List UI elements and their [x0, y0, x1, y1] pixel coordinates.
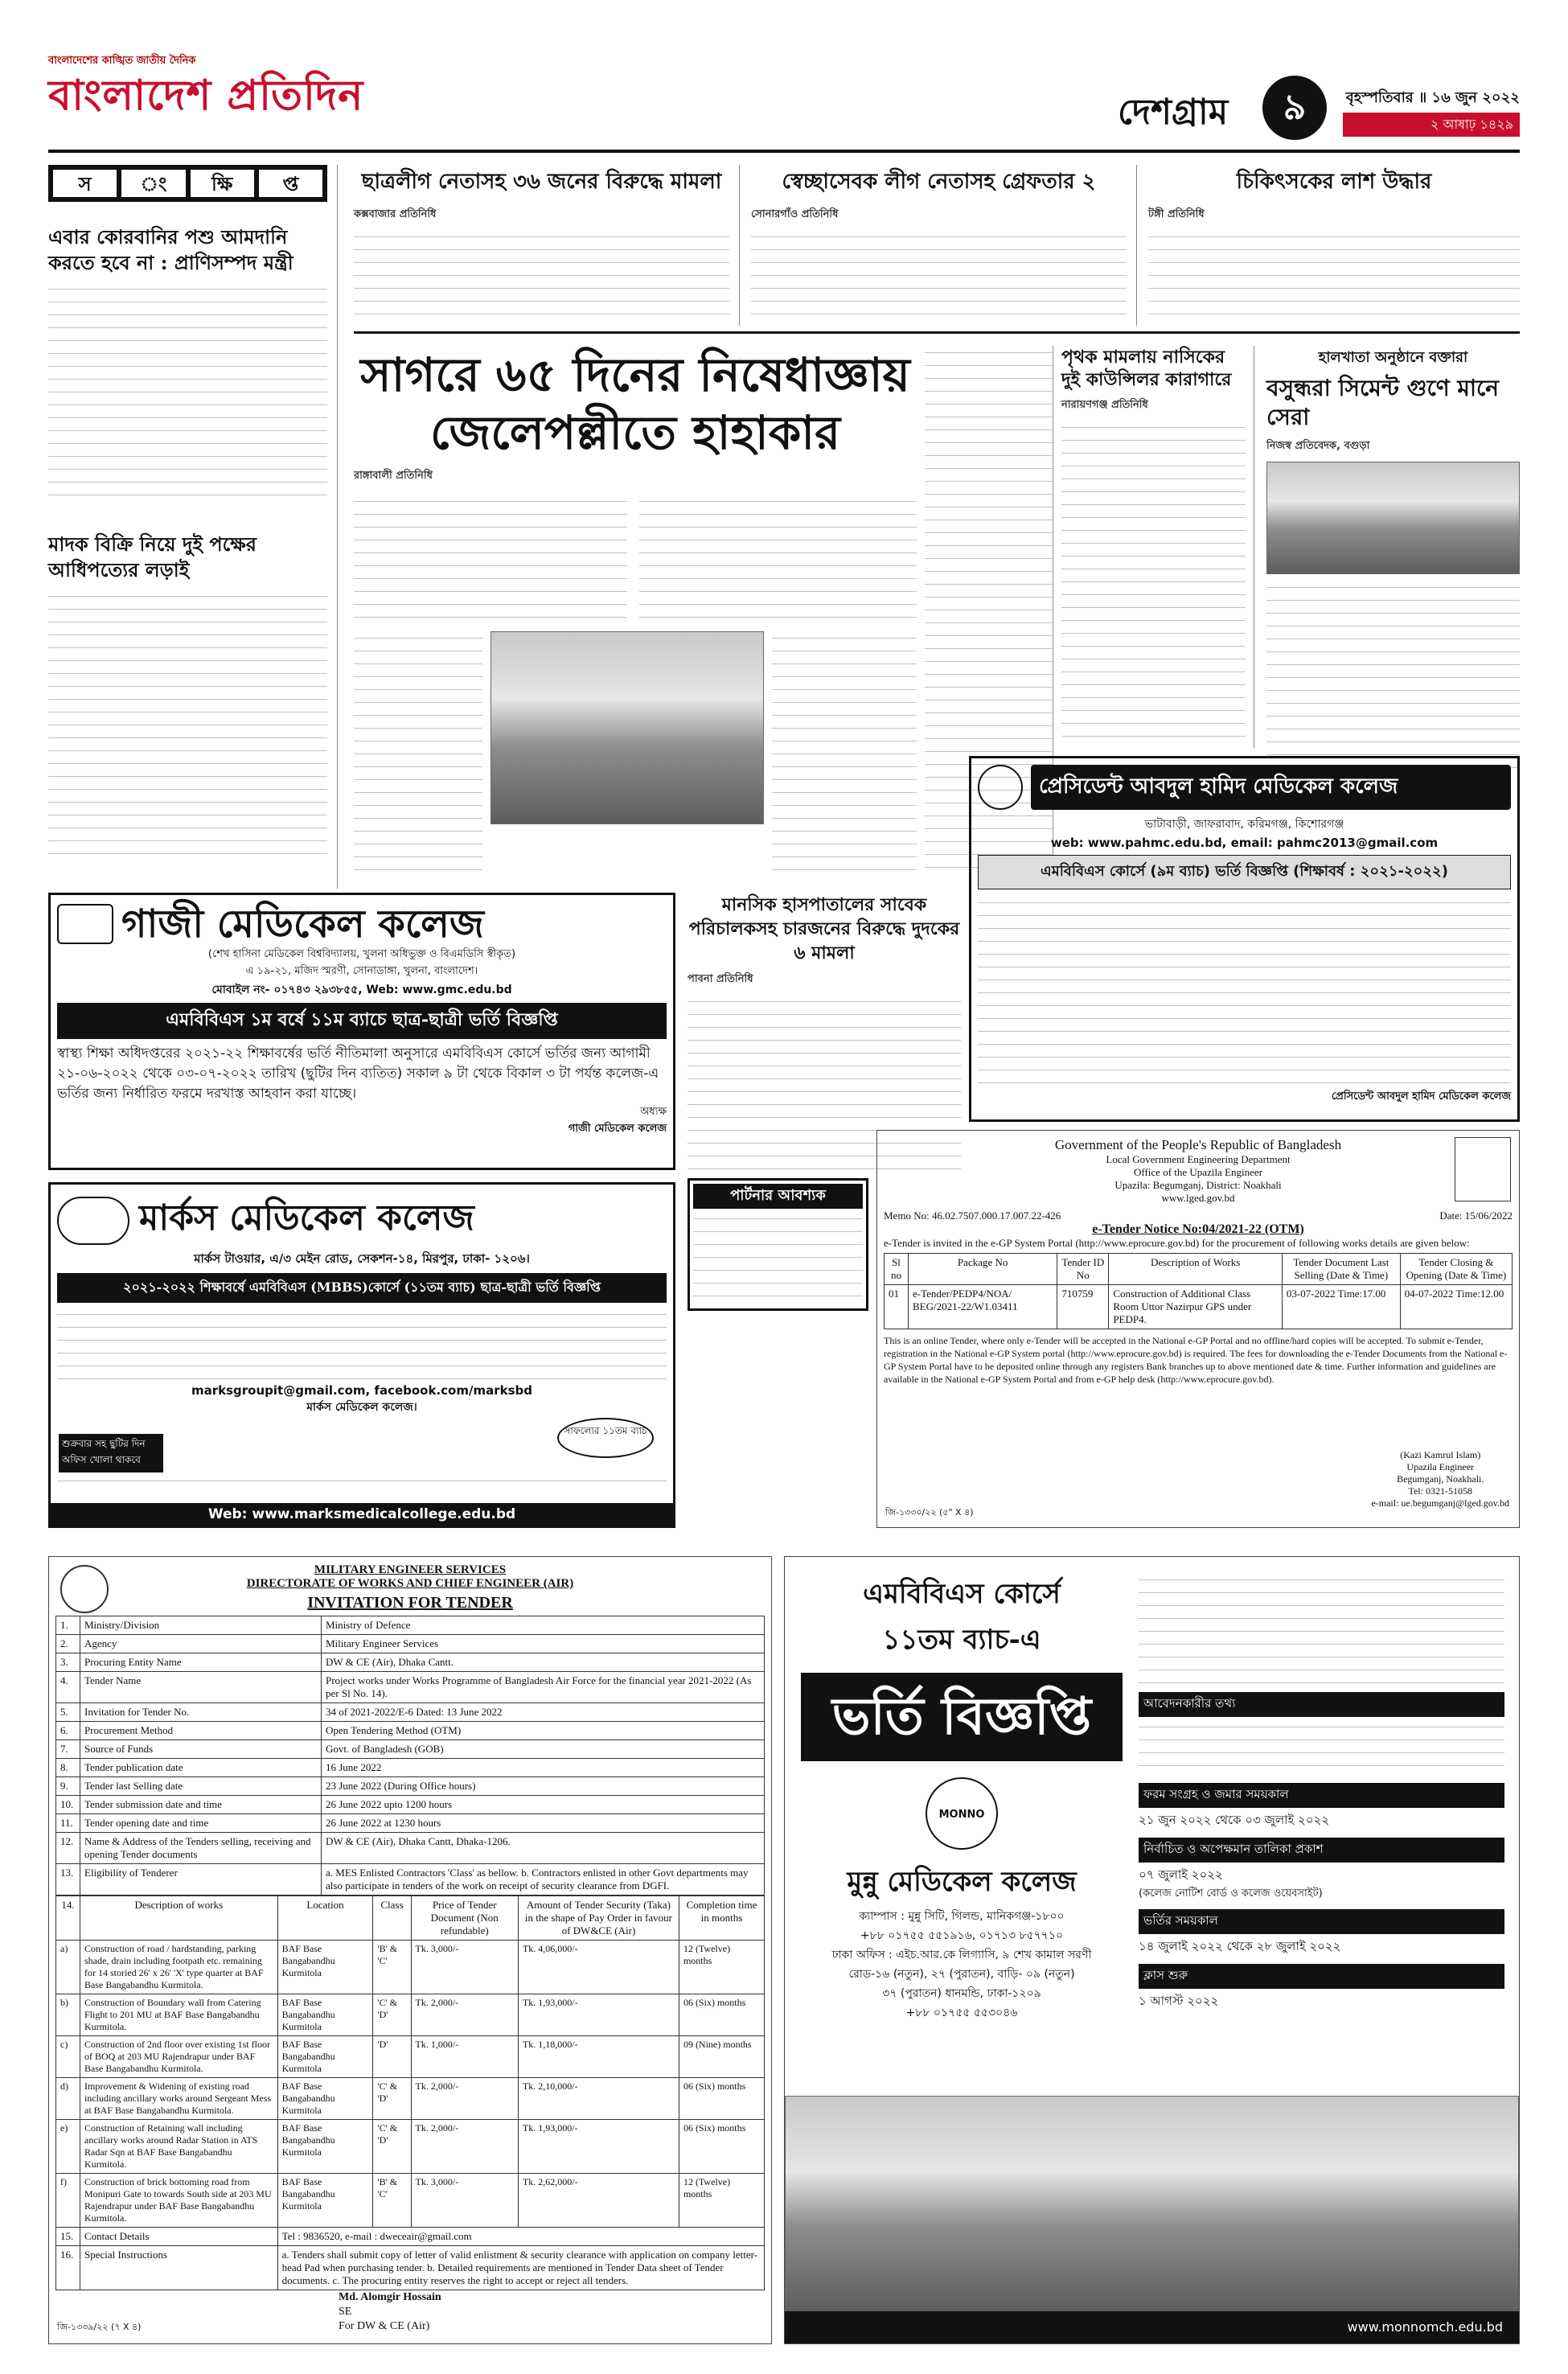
brief-headline: এবার কোরবানির পশু আমদানি করতে হবে না : প্রাণিসম্পদ মন্ত্রী: [48, 225, 293, 274]
org-name: MILITARY ENGINEER SERVICES: [314, 1563, 507, 1576]
ad-body: [978, 896, 1511, 1089]
section-label: ভর্তির সময়কাল: [1139, 1909, 1504, 1934]
bangla-date: ২ আষাঢ় ১৪২৯: [1343, 113, 1520, 137]
date-line: বৃহস্পতিবার ॥ ১৬ জুন ২০২২: [1345, 89, 1520, 106]
lead-headline: সাগরে ৬৫ দিনের নিষেধাজ্ঞায়: [360, 347, 910, 402]
college-logo-icon: [57, 904, 113, 944]
masthead: [48, 32, 1520, 153]
college-affiliation: (শেখ হাসিনা মেডিকেল বিশ্ববিদ্যালয়, খুলনা অধিভুক্ত ও বিএমডিসি স্বীকৃত): [207, 948, 516, 960]
event-photo: [1266, 462, 1520, 574]
table-row: 11. Tender opening date and time 26 June 2022 at 1230 hours: [56, 1814, 765, 1833]
monno-medical-college-ad: [784, 1556, 1520, 2344]
section-value: ০৭ জুলাই ২০২২: [1139, 1867, 1223, 1882]
news-byline: নারায়ণগঞ্জ প্রতিনিধি: [1061, 399, 1148, 411]
notice-title: INVITATION FOR TENDER: [307, 1594, 513, 1612]
ad-code: জি-১৩৩০/২২ (৫" X ৪): [885, 1507, 974, 1518]
news-headline: বসুন্ধরা সিমেন্ট গুণে মানে সেরা: [1266, 375, 1499, 430]
section-label: ক্লাস শুরু: [1139, 1964, 1504, 1989]
campus-address: ক্যাম্পাস : মুন্নু সিটি, গিলন্ড, মানিকগঞ্জ-১৮০০: [859, 1910, 1065, 1923]
dhaka-office: ঢাকা অফিস : এইচ.আর.কে লিগ্যাসি, ৯ শেখ কামাল সরণী: [831, 1949, 1092, 1961]
news-body: [1148, 230, 1520, 327]
ad-body: স্বাস্থ্য শিক্ষা অধিদপ্তরের ২০২১-২২ শিক্ষাবর্ষের ভর্তি নীতিমালা অনুসারে এমবিবিএস কোর্সে ভর্তির জন্য আগামী ২১-০৬-২০২২ থেকে ০৩-০৭-২০২২ তারিখ (ছুটির দিন ব্যতিত) সকাল ৯ টা থেকে বিকাল ৩ টা পর্যন্ত কলেজ-এ ভর্তির জন্য নির্ধারিত ফরমে দরখাস্ত আহবান করা যাচ্ছে।: [57, 1045, 659, 1102]
news-body: [1061, 421, 1246, 742]
section-value: ১ আগস্ট ২০২২: [1139, 1994, 1219, 2008]
news-item: [354, 165, 740, 326]
college-links: marksgroupit@gmail.com, facebook.com/marksbd: [191, 1383, 532, 1398]
college-address: ভাটাবাড়ী, জাফরাবাদ, করিমগঞ্জ, কিশোরগঞ্জ: [1144, 818, 1344, 831]
table-row: 3. Procuring Entity Name DW & CE (Air), Dhaka Cantt.: [56, 1653, 765, 1672]
table-row: 5. Invitation for Tender No. 34 of 2021-2022/E-6 Dated: 13 June 2022: [56, 1703, 765, 1722]
lead-story: [354, 346, 917, 877]
lead-headline: জেলেপল্লীতে হাহাকার: [429, 405, 841, 460]
office-note: শুক্রবার সহ ছুটির দিন অফিস খোলা থাকবে: [59, 1434, 163, 1472]
news-headline: মানসিক হাসপাতালের সাবেক পরিচালকসহ চারজনের বিরুদ্ধে দুদকের ৬ মামলা: [688, 894, 960, 963]
college-address: এ ১৯-২১, মজিদ স্মরণী, সোনাডাঙ্গা, খুলনা, বাংলাদেশ।: [245, 965, 478, 977]
news-item: [1148, 165, 1520, 326]
news-headline: স্বেচ্ছাসেবক লীগ নেতাসহ গ্রেফতার ২: [782, 170, 1096, 194]
admission-banner: এমবিবিএস ১ম বর্ষে ১১ম ব্যাচে ছাত্র-ছাত্রী ভর্তি বিজ্ঞপ্তি: [57, 1003, 667, 1039]
news-body: [1266, 581, 1520, 774]
news-headline: চিকিৎসকের লাশ উদ্ধার: [1236, 170, 1432, 194]
table-row: 01 e-Tender/PEDP4/NOA/ BEG/2021-22/W1.03411 710759 Construction of Additional Class Room Uttor Nazirpur GPS under PEDP4. 03-07-2022 Time:17.00 04-07-2022 Time:12.00: [885, 1285, 1513, 1329]
table-row: a) Construction of road / hardstanding, parking shade, drain including footpath etc. remaining for 14 storied 26' x 26' 'X' type quarter at BAF Base Bangabandhu Kurmitola. BAF Base Bangabandhu Kurmitola 'B' & 'C' Tk. 3,000/- Tk. 4,06,000/- 12 (Twelve) months: [56, 1941, 765, 1994]
lead-byline: রাঙ্গাবালী প্রতিনিধি: [354, 470, 433, 482]
section-label: ফরম সংগ্রহ ও জমার সময়কাল: [1139, 1783, 1504, 1808]
brief-body: [48, 589, 327, 855]
lead-body: [354, 495, 627, 623]
notice-date: Date: 15/06/2022: [1439, 1210, 1513, 1222]
notice-signature: Md. Alomgir Hossain SE For DW & CE (Air): [339, 2291, 441, 2332]
news-byline: সোনারগাঁও প্রতিনিধি: [751, 208, 839, 220]
ad-code: জি-১৩৩৯/২২ (৭ X ৪): [57, 2322, 142, 2332]
admission-banner: ২০২১-২০২২ শিক্ষাবর্ষে এমবিবিএস (MBBS)কোর্সে (১১তম ব্যাচ) ছাত্র-ছাত্রী ভর্তি বিজ্ঞপ্তি: [57, 1273, 667, 1303]
news-body: [354, 230, 729, 327]
lead-body: [354, 631, 482, 873]
table-header-row: Sl no Package No Tender ID No Description of Works Tender Document Last Selling (Date & Time) Tender Closing & Opening (Date & Time): [885, 1254, 1513, 1285]
dhaka-office: ৩৭ (পুরাতন) ধানমন্ডি, ঢাকা-১২০৯: [882, 1987, 1041, 2000]
college-name: গাজী মেডিকেল কলেজ: [121, 902, 484, 947]
logo-name: বাংলাদেশ প্রতিদিন: [48, 72, 364, 120]
table-row: c) Construction of 2nd floor over existing 1st floor of BOQ at 203 MU Rajendrapur under BAF Base Bangabandhu Kurmitola. BAF Base Bangabandhu Kurmitola 'D' Tk. 1,000/- Tk. 1,18,000/- 09 (Nine) months: [56, 2036, 765, 2078]
table-header-row: 14. Description of works Location Class Price of Tender Document (Non refundable) Amount of Tender Security (Taka) in the shape of Pay Order in favour of DW&CE (Air) Completion time in months: [56, 1896, 765, 1941]
mes-emblem-icon: [60, 1565, 109, 1613]
ad-signature: গাজী মেডিকেল কলেজ: [568, 1123, 667, 1135]
brief-label: স ং ক্ষি প্ত: [48, 165, 327, 202]
college-address: মার্কস টাওয়ার, এ/৩ মেইন রোড, সেকশন-১৪, মিরপুর, ঢাকা- ১২০৬।: [194, 1251, 530, 1266]
table-row: 13. Eligibility of Tenderer a. MES Enlisted Contractors 'Class' as bellow. b. Contractors enlisted in other Govt departments may also participate in tenders of the work on receipt of security clearance from DGFI.: [56, 1864, 765, 1896]
ad-intro: [1139, 1573, 1504, 1686]
news-headline: ছাত্রলীগ নেতাসহ ৩৬ জনের বিরুদ্ধে মামলা: [361, 170, 722, 194]
campus-photo: [785, 2096, 1519, 2313]
table-row: 8. Tender publication date 16 June 2022: [56, 1759, 765, 1777]
college-name: মার্কস মেডিকেল কলেজ: [139, 1197, 474, 1238]
news-byline: কক্সবাজার প্রতিনিধি: [354, 208, 437, 220]
section-label: আবেদনকারীর তথ্য: [1139, 1692, 1504, 1717]
directorate-name: DIRECTORATE OF WORKS AND CHIEF ENGINEER (AIR): [246, 1577, 574, 1590]
table-row: 15. Contact Details Tel : 9836520, e-mail : dweceair@gmail.com: [56, 2228, 765, 2246]
news-body: [751, 230, 1127, 327]
college-seal-icon: MONNO: [926, 1777, 998, 1850]
news-byline: নিজস্ব প্রতিবেদক, বগুড়া: [1266, 440, 1370, 452]
gov-title: Government of the People's Republic of Bangladesh: [1054, 1137, 1342, 1152]
table-row: b) Construction of Boundary wall from Catering Flight to 201 MU at BAF Base Bangabandhu Kurmitola. BAF Base Bangabandhu Kurmitola 'C' & 'D' Tk. 2,000/- Tk. 1,93,000/- 06 (Six) months: [56, 1994, 765, 2036]
section-note: (কলেজ নোটিশ বোর্ড ও কলেজ ওয়েবসাইট): [1139, 1887, 1323, 1900]
table-row: 12. Name & Address of the Tenders selling, receiving and opening Tender documents DW & CE (Air), Dhaka Cantt, Dhaka-1206.: [56, 1833, 765, 1864]
lead-body: [639, 495, 917, 623]
college-web: Web: www.marksmedicalcollege.edu.bd: [51, 1503, 673, 1526]
section-body: [1139, 1720, 1504, 1776]
college-contact: মোবাইল নং- ০১৭৪৩ ২৯৩৮৫৫, Web: www.gmc.edu.bd: [211, 984, 512, 996]
news-item: [1061, 346, 1254, 748]
notice-title: e-Tender Notice No:04/2021-22 (OTM): [1092, 1222, 1304, 1236]
notice-intro: e-Tender is invited in the e-GP System Portal (http://www.eprocure.gov.bd) for the procurement of following works details are given below:: [884, 1237, 1470, 1249]
news-byline: পাবনা প্রতিনিধি: [688, 973, 753, 985]
ad-body: [57, 1308, 667, 1380]
office-name: Office of the Upazila Engineer: [1133, 1166, 1263, 1178]
office-place: Upazila: Begumganj, District: Noakhali: [1114, 1179, 1282, 1191]
table-row: 6. Procurement Method Open Tendering Method (OTM): [56, 1722, 765, 1740]
brief-body: [48, 282, 327, 507]
ad-signature: অধ্যক্ষ: [640, 1106, 667, 1118]
ad-title: পার্টনার আবশ্যক: [693, 1184, 863, 1209]
phone-numbers: [57, 1474, 667, 1492]
gazi-medical-college-ad: [48, 893, 675, 1170]
memo-number: Memo No: 46.02.7507.000.17.007.22-426: [884, 1210, 1061, 1222]
news-item: [1266, 346, 1520, 748]
college-web: web: www.pahmc.edu.bd, email: pahmc2013@gmail.com: [1050, 836, 1439, 850]
partner-wanted-ad: [688, 1178, 868, 1311]
portrait-icon: [1455, 1137, 1511, 1201]
campus-phone: +৮৮ ০১৭৫৫ ৫৫১৯১৬, ০১৭১৩ ৮৫৭৭১০: [860, 1929, 1064, 1942]
table-row: 9. Tender last Selling date 23 June 2022 (During Office hours): [56, 1777, 765, 1796]
office-web: www.lged.gov.bd: [1161, 1192, 1235, 1204]
college-seal-icon: [978, 765, 1023, 810]
dhaka-phone: +৮৮ ০১৭৫৫ ৫৫৩০৪৬: [905, 2006, 1018, 2019]
lead-body: [772, 631, 917, 873]
section-value: ২১ জুন ২০২২ থেকে ০৩ জুলাই ২০২২: [1139, 1813, 1330, 1827]
table-row: e) Construction of Retaining wall including ancillary works around Radar Station in ATS Radar Sqn at BAF Base Bangabandhu Kurmitola. BAF Base Bangabandhu Kurmitola 'C' & 'D' Tk. 2,000/- Tk. 1,93,000/- 06 (Six) months: [56, 2120, 765, 2174]
table-row: 1. Ministry/Division Ministry of Defence: [56, 1616, 765, 1635]
table-row: d) Improvement & Widening of existing road including ancillary works around Sergeant Mess at BAF Base Bangabandhu Kurmitola. BAF Base Bangabandhu Kurmitola 'C' & 'D' Tk. 2,000/- Tk. 2,10,000/- 06 (Six) months: [56, 2078, 765, 2120]
dhaka-office: রোড-১৬ (নতুন), ২৭ (পুরাতন), বাড়ি- ০৯ (নতুন): [848, 1968, 1075, 1981]
tender-info-table: [55, 1616, 765, 1896]
ad-heading: ১১তম ব্যাচ-এ: [882, 1624, 1041, 1656]
fishermen-photo: [491, 631, 764, 824]
section-label: নির্বাচিত ও অপেক্ষমান তালিকা প্রকাশ: [1139, 1838, 1504, 1863]
section-value: ১৪ জুলাই ২০২২ থেকে ২৮ জুলাই ২০২২: [1139, 1939, 1341, 1953]
mes-tender-notice: [48, 1556, 772, 2344]
admission-banner: এমবিবিএস কোর্সে (৯ম ব্যাচ) ভর্তি বিজ্ঞপ্তি (শিক্ষাবর্ষ : ২০২১-২০২২): [978, 855, 1511, 889]
ad-signature: মার্কস মেডিকেল কলেজ।: [306, 1401, 417, 1414]
table-row: f) Construction of brick bottoming road from Monipuri Gate to towards South side at 203 MU Rajendrapur under BAF Base Bangabandhu Kurmitola. BAF Base Bangabandhu Kurmitola 'B' & 'C' Tk. 3,000/- Tk. 2,62,000/- 12 (Twelve) months: [56, 2174, 765, 2228]
table-row: 7. Source of Funds Govt. of Bangladesh (GOB): [56, 1740, 765, 1759]
top-news-row: [354, 165, 1520, 334]
notice-body: This is an online Tender, where only e-Tender will be accepted in the National e-GP Portal and no offline/hard copies will be accepted. To submit e-Tender, registration in the National e-GP System portal (http://www.eprocure.gov.bd) is required. The fees for downloading the e-Tender Documents from the National e-GP System Portal have to be deposited online through any registers Bank branches up to above mentioned date & time. Further information and guidelines are available in the National e-GP System Portal and from e-GP help desk (http://www.eprocure.gov.bd).: [884, 1335, 1508, 1385]
college-logo-icon: [57, 1197, 129, 1245]
section-title: দেশগ্রাম: [1118, 92, 1229, 133]
college-name: প্রেসিডেন্ট আবদুল হামিদ মেডিকেল কলেজ: [1031, 765, 1511, 810]
college-web: www.monnomch.edu.bd: [785, 2311, 1519, 2343]
table-row: 16. Special Instructions a. Tenders shall submit copy of letter of valid enlistment & security clearance with application on company letter-head Pad when purchasing tender. b. Detailed requirements are mentioned in Tender Data sheet of Tender documents. c. The procuring entity reserves the right to accept or reject all tenders.: [56, 2246, 765, 2290]
college-name: মুন্নু মেডিকেল কলেজ: [847, 1866, 1077, 1898]
newspaper-logo: [48, 53, 370, 121]
news-byline: টঙ্গী প্রতিনিধি: [1148, 208, 1205, 220]
admission-title: ভর্তি বিজ্ঞপ্তি: [801, 1673, 1123, 1761]
tender-table: [884, 1253, 1513, 1329]
news-item: [751, 165, 1137, 326]
marks-medical-college-ad: [48, 1182, 675, 1528]
ad-signature: প্রেসিডেন্ট আবদুল হামিদ মেডিকেল কলেজ: [1331, 1090, 1511, 1103]
lged-tender-notice: [876, 1130, 1520, 1528]
notice-signature: (Kazi Kamrul Islam) Upazila Engineer Begumganj, Noakhali. Tel: 0321-51058 e-mail: ue.begumganj@lged.gov.bd: [1371, 1449, 1509, 1509]
table-row: 2. Agency Military Engineer Services: [56, 1635, 765, 1653]
news-kicker: হালখাতা অনুষ্ঠানে বক্তারা: [1318, 349, 1468, 366]
table-row: 4. Tender Name Project works under Works Programme of Bangladesh Air Force for the financial year 2021-2022 (As per Sl No. 14).: [56, 1672, 765, 1703]
success-badge: সাফল্যের ১১তম ব্যাচ: [557, 1418, 654, 1458]
dept-name: Local Government Engineering Department: [1106, 1153, 1291, 1165]
ahm-medical-college-ad: [969, 756, 1520, 1122]
logo-tagline: বাংলাদেশের কাঙ্খিত জাতীয় দৈনিক: [48, 55, 196, 67]
brief-headline: মাদক বিক্রি নিয়ে দুই পক্ষের আধিপত্যের লড়াই: [48, 532, 257, 581]
ad-heading: এমবিবিএস কোর্সে: [863, 1578, 1061, 1610]
brief-column: [48, 165, 338, 889]
page-number: ৯: [1262, 76, 1327, 140]
works-table: [55, 1896, 765, 2290]
news-headline: পৃথক মামলায় নাসিকের দুই কাউন্সিলর কারাগারে: [1061, 347, 1232, 390]
table-row: 10. Tender submission date and time 26 June 2022 upto 1200 hours: [56, 1796, 765, 1814]
ad-body: [693, 1212, 863, 1308]
